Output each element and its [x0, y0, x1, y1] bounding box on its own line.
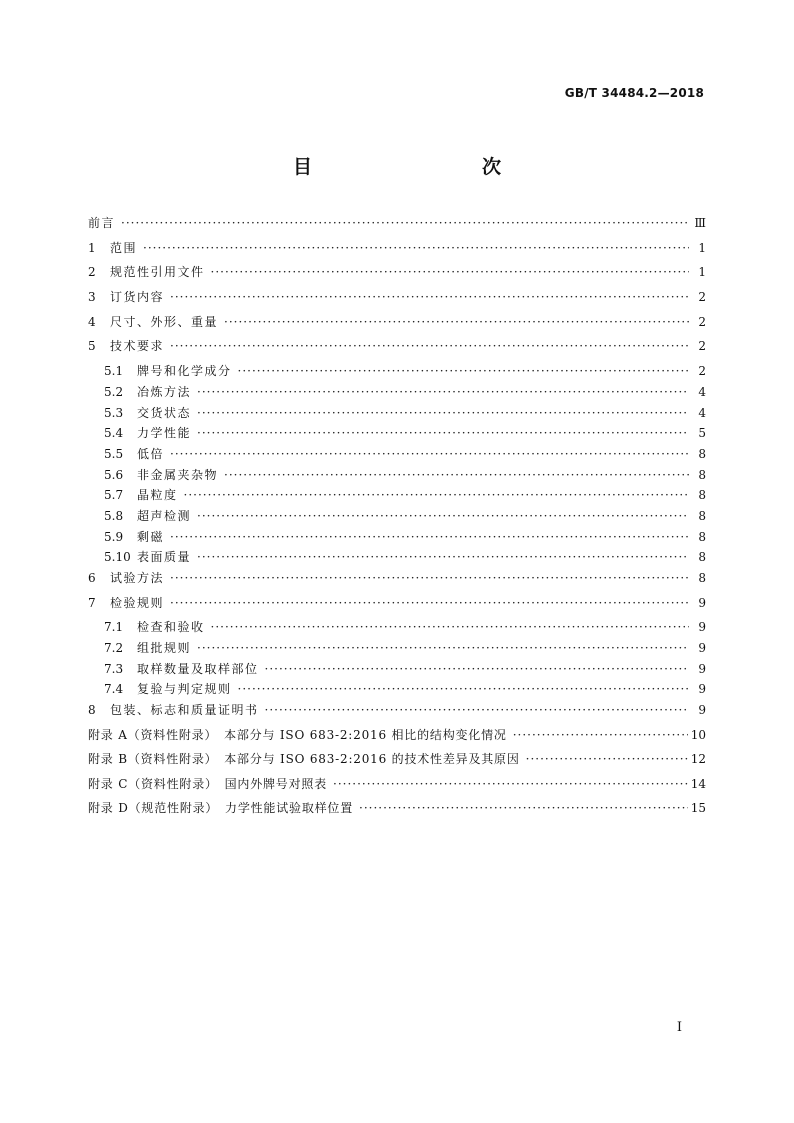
toc-entry-page: 4	[698, 384, 706, 399]
dot-leader	[238, 364, 689, 378]
dot-leader	[143, 241, 689, 255]
toc-entry-number: 5.9	[104, 529, 124, 544]
toc-entry-number: 5.7	[104, 488, 124, 503]
toc-entry-number: 5.2	[104, 384, 124, 399]
page-number: I	[676, 1020, 682, 1035]
toc-entry-page: 14	[690, 776, 706, 791]
toc-entry-number: 7.2	[104, 641, 124, 656]
toc-entry[interactable]	[88, 728, 706, 753]
dot-leader	[197, 385, 689, 399]
toc-entry-page: 8	[698, 488, 706, 503]
toc-entry-label: 试验方法	[110, 571, 165, 585]
toc-entry-label: 剩磁	[137, 529, 165, 544]
toc-entry-page: 8	[698, 508, 706, 523]
toc-entry-label: 超声检测	[137, 508, 192, 523]
toc-entry-page: 15	[690, 801, 706, 816]
toc-entry-number: 5.10	[104, 550, 131, 565]
toc-entry[interactable]	[88, 290, 706, 315]
toc-entry-number: 5.4	[104, 426, 124, 441]
toc-entry-label: 附录 C（资料性附录） 国内外牌号对照表	[88, 776, 327, 791]
toc-entry-page: 9	[698, 641, 706, 656]
toc-entry-number: 5	[88, 339, 96, 354]
toc-entry-page: 1	[698, 240, 706, 255]
toc-entry-label: 低倍	[137, 446, 165, 461]
toc-entry-number: 8	[88, 703, 96, 718]
toc-entry-label: 晶粒度	[137, 488, 178, 503]
toc-entry[interactable]	[88, 265, 706, 290]
toc-entry[interactable]	[88, 703, 706, 728]
dot-leader	[121, 216, 689, 230]
toc-entry-label: 范围	[110, 240, 138, 255]
dot-leader	[265, 703, 689, 717]
dot-leader	[211, 265, 689, 279]
toc-entry-number: 5.3	[104, 405, 124, 420]
toc-entry-label: 规范性引用文件	[110, 265, 205, 280]
dot-leader	[238, 682, 689, 696]
toc-entry-label: 取样数量及取样部位	[137, 661, 259, 676]
toc-entry-label: 尺寸、外形、重量	[110, 314, 219, 329]
dot-leader	[197, 641, 689, 655]
dot-leader	[513, 728, 688, 742]
table-of-contents	[88, 216, 706, 826]
toc-entry[interactable]	[88, 315, 706, 340]
toc-entry[interactable]	[88, 406, 706, 427]
toc-entry-number: 7.4	[104, 682, 124, 697]
toc-entry[interactable]	[88, 777, 706, 802]
toc-entry-number: 1	[88, 240, 96, 255]
toc-entry-page: 5	[698, 426, 706, 441]
toc-entry-number: 5.8	[104, 508, 124, 523]
toc-entry-number: 7	[88, 595, 96, 610]
toc-entry[interactable]	[88, 241, 706, 266]
toc-entry-label: 检查和验收	[137, 620, 205, 635]
toc-entry-page: Ⅲ	[694, 216, 706, 230]
dot-leader	[170, 530, 689, 544]
dot-leader	[170, 290, 689, 304]
toc-entry[interactable]	[88, 662, 706, 683]
dot-leader	[197, 509, 689, 523]
dot-leader	[333, 777, 688, 791]
toc-entry[interactable]	[88, 216, 706, 241]
toc-entry[interactable]	[88, 571, 706, 596]
toc-entry-label: 非金属夹杂物	[137, 467, 219, 482]
dot-leader	[197, 550, 689, 564]
dot-leader	[170, 596, 689, 610]
toc-entry-label: 冶炼方法	[137, 384, 192, 399]
toc-entry-label: 附录 A（资料性附录） 本部分与 ISO 683-2:2016 相比的结构变化情况	[88, 727, 507, 742]
toc-entry[interactable]	[88, 447, 706, 468]
toc-entry-number: 2	[88, 265, 96, 280]
toc-entry[interactable]	[88, 468, 706, 489]
toc-entry-label: 附录 B（资料性附录） 本部分与 ISO 683-2:2016 的技术性差异及其原因	[88, 752, 520, 767]
toc-entry-page: 8	[698, 467, 706, 482]
page-title: 目 次	[292, 156, 545, 178]
toc-entry-page: 1	[698, 265, 706, 280]
toc-entry-page: 8	[698, 571, 706, 585]
dot-leader	[224, 468, 689, 482]
toc-entry-label: 复验与判定规则	[137, 682, 232, 697]
toc-entry-number: 3	[88, 290, 96, 305]
toc-entry[interactable]	[88, 596, 706, 621]
dot-leader	[265, 662, 689, 676]
toc-entry-label: 牌号和化学成分	[137, 364, 232, 379]
dot-leader	[526, 752, 688, 766]
toc-entry[interactable]	[88, 641, 706, 662]
dot-leader	[197, 406, 689, 420]
toc-entry[interactable]	[88, 509, 706, 530]
toc-entry[interactable]	[88, 385, 706, 406]
toc-entry-label: 交货状态	[137, 405, 192, 420]
toc-entry-page: 9	[698, 682, 706, 697]
standard-number: GB/T 34484.2—2018	[564, 86, 704, 100]
toc-entry-label: 表面质量	[137, 550, 192, 565]
toc-entry-label: 检验规则	[110, 595, 165, 610]
toc-entry-label: 前言	[88, 216, 116, 230]
toc-entry-number: 4	[88, 314, 96, 329]
toc-entry-page: 9	[698, 703, 706, 718]
toc-entry[interactable]	[88, 339, 706, 364]
toc-entry-label: 组批规则	[137, 641, 192, 656]
toc-entry-page: 4	[698, 405, 706, 420]
toc-entry-label: 附录 D（规范性附录） 力学性能试验取样位置	[88, 801, 354, 816]
dot-leader	[170, 447, 689, 461]
toc-entry-page: 9	[698, 595, 706, 610]
toc-entry-page: 12	[690, 752, 706, 767]
toc-entry-label: 订货内容	[110, 290, 165, 305]
dot-leader	[170, 339, 689, 353]
toc-entry[interactable]	[88, 682, 706, 703]
toc-entry-label: 技术要求	[110, 339, 165, 354]
dot-leader	[211, 620, 689, 634]
toc-entry[interactable]	[88, 752, 706, 777]
toc-entry[interactable]	[88, 620, 706, 641]
dot-leader	[359, 801, 688, 815]
toc-entry-page: 2	[698, 339, 706, 354]
toc-entry-page: 2	[698, 364, 706, 379]
toc-entry-page: 8	[698, 550, 706, 565]
toc-entry[interactable]	[88, 364, 706, 385]
toc-entry-number: 7.3	[104, 661, 124, 676]
toc-entry-label: 力学性能	[137, 426, 192, 441]
toc-entry[interactable]	[88, 801, 706, 826]
toc-entry-number: 5.5	[104, 446, 124, 461]
toc-entry-page: 8	[698, 529, 706, 544]
toc-entry-page: 2	[698, 290, 706, 305]
toc-entry[interactable]	[88, 426, 706, 447]
toc-entry-number: 6	[88, 571, 96, 585]
dot-leader	[170, 571, 689, 585]
toc-entry[interactable]	[88, 550, 706, 571]
toc-entry-number: 5.1	[104, 364, 124, 379]
dot-leader	[184, 488, 689, 502]
toc-entry-page: 10	[690, 727, 706, 742]
toc-entry-page: 2	[698, 314, 706, 329]
dot-leader	[224, 315, 689, 329]
toc-entry-page: 9	[698, 661, 706, 676]
toc-entry-number: 5.6	[104, 467, 124, 482]
toc-entry-number: 7.1	[104, 620, 124, 635]
toc-entry-page: 8	[698, 446, 706, 461]
toc-entry[interactable]	[88, 488, 706, 509]
toc-entry[interactable]	[88, 530, 706, 551]
toc-entry-label: 包装、标志和质量证明书	[110, 703, 259, 718]
dot-leader	[197, 426, 689, 440]
toc-entry-page: 9	[698, 620, 706, 635]
